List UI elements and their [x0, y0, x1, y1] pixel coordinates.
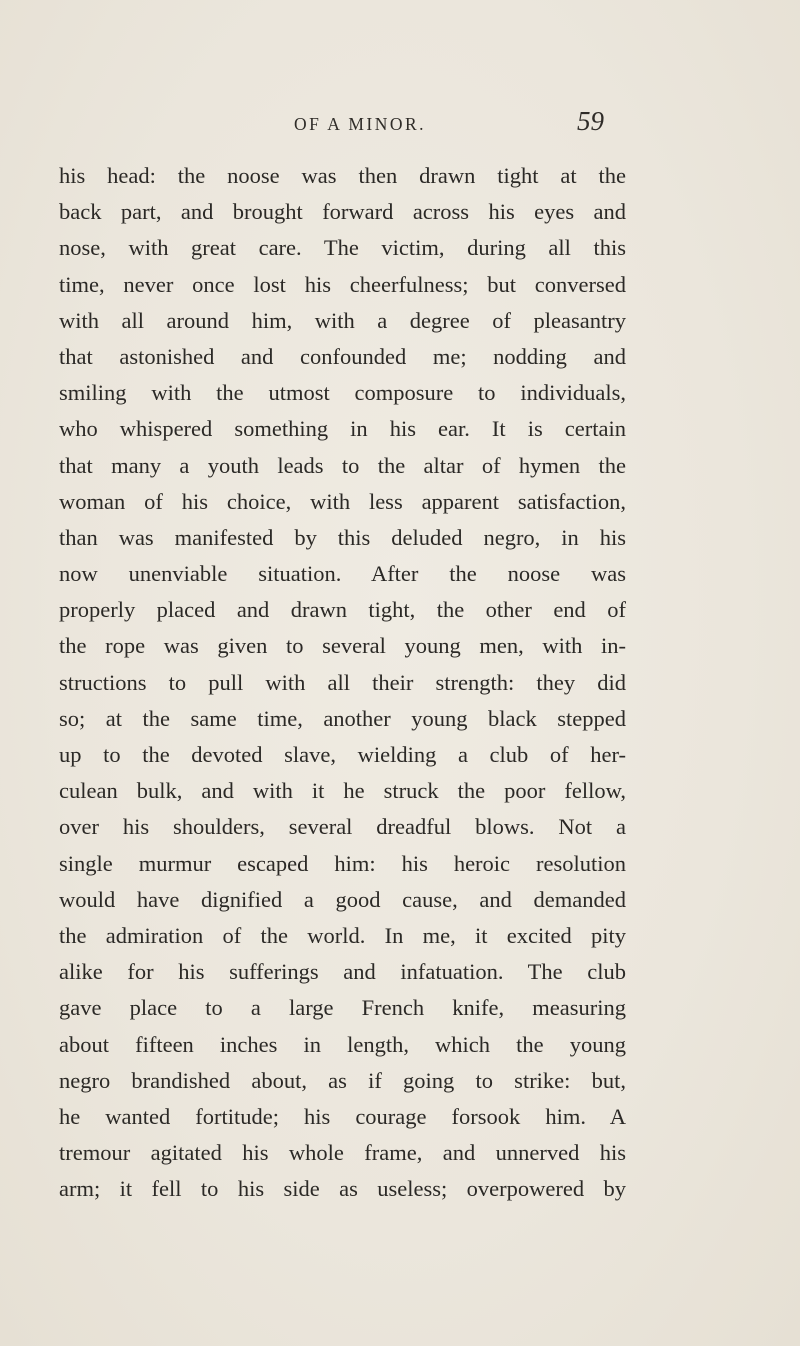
text-line: up to the devoted slave, wielding a club of her- [59, 742, 626, 767]
text-line: properly placed and drawn tight, the other end of [59, 597, 626, 623]
text-line: the rope was given to several young men, with in- [59, 633, 626, 659]
body-text [59, 158, 626, 1207]
text-line: than was manifested by this deluded negro, in his [59, 524, 626, 550]
text-line: that astonished and confounded me; nodding and [59, 343, 626, 369]
text-line: alike for his sufferings and infatuation. The club [59, 959, 626, 985]
text-line: single murmur escaped him: his heroic resolution [59, 850, 626, 876]
running-header [0, 106, 800, 146]
text-line: he wanted fortitude; his courage forsook him. A [59, 1103, 626, 1129]
text-line: over his shoulders, several dreadful blows. Not a [59, 814, 626, 840]
text-line: woman of his choice, with less apparent satisfaction, [59, 488, 626, 514]
text-line: structions to pull with all their strength: they did [59, 669, 626, 695]
text-line: back part, and brought forward across his eyes and [59, 199, 626, 225]
text-line: tremour agitated his whole frame, and unnerved his [59, 1140, 626, 1166]
text-line: arm; it fell to his side as useless; overpowered by [59, 1176, 626, 1202]
text-line: time, never once lost his cheerfulness; but conversed [59, 271, 626, 297]
page-number: 59 [577, 106, 604, 136]
text-line: with all around him, with a degree of pleasantry [59, 307, 626, 333]
text-line: that many a youth leads to the altar of hymen the [59, 452, 626, 478]
text-line: culean bulk, and with it he struck the poor fellow, [59, 778, 626, 804]
text-line: so; at the same time, another young black stepped [59, 705, 626, 731]
text-line: now unenviable situation. After the noose was [59, 561, 626, 587]
text-line: the admiration of the world. In me, it excited pity [59, 922, 626, 948]
text-line: who whispered something in his ear. It is certain [59, 416, 626, 442]
running-title: OF A MINOR. [294, 114, 427, 134]
text-line: his head: the noose was then drawn tight at the [59, 163, 626, 188]
text-line: gave place to a large French knife, measuring [59, 995, 626, 1021]
text-line: would have dignified a good cause, and demanded [59, 886, 626, 912]
text-line: smiling with the utmost composure to individuals, [59, 380, 626, 406]
text-line: about fifteen inches in length, which the young [59, 1031, 626, 1057]
text-line: negro brandished about, as if going to strike: but, [59, 1067, 626, 1093]
text-line: nose, with great care. The victim, during all this [59, 235, 626, 261]
